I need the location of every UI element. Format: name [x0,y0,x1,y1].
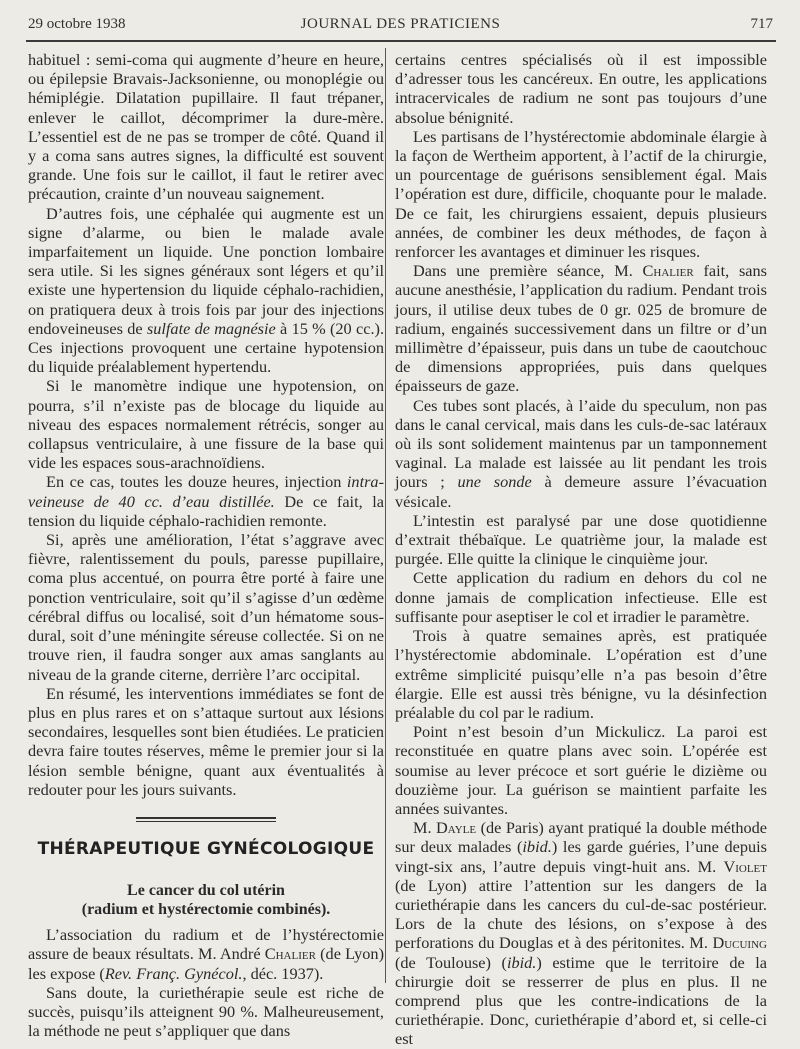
page-number: 717 [750,16,773,32]
paragraph: En ce cas, toutes les douze heures, injection intra-veineuse de 40 cc. d’eau distillée. De ce fait, la tension du liquide céphalo-rachidien remonte. [28,472,384,530]
column-divider [385,48,386,983]
paragraph: Cette application du radium en dehors du col ne donne jamais de complication infectieuse. Elle est suffisante pour aseptiser le col et irradier le paramètre. [395,568,767,626]
paragraph: certains centres spécialisés où il est impossible d’adresser tous les cancéreux. En outre, les applications intracervicales de radium ne sont pas toujours d’une absolue bénignité. [395,50,767,127]
right-column [395,50,767,1049]
paragraph: Trois à quatre semaines après, est pratiquée l’hystérectomie abdominale. L’opération est d’une extrême simplicité puisqu’elle n’a pas besoin d’être élargie. Elle est aussi très bénigne, vu la désinfection préalable du col par le radium. [395,626,767,722]
paragraph: Si le manomètre indique une hypotension, on pourra, s’il n’existe pas de blocage du liquide au niveau des espaces normalement rétrécis, songer au collapsus ventriculaire, à une fissure de la base qui vide les espaces sous-arachnoïdiens. [28,376,384,473]
article-title-line: Le cancer du col utérin [127,882,285,900]
paragraph: Sans doute, la curiethérapie seule est riche de succès, puisqu’ils atteignent 90 %. Malheureusement, la méthode ne peut s’appliquer que dans [28,982,384,1041]
left-column [28,50,384,1040]
section-separator [136,817,276,822]
section-title: THÉRAPEUTIQUE GYNÉCOLOGIQUE [37,838,375,859]
paragraph: Ces tubes sont placés, à l’aide du speculum, non pas dans le canal cervical, mais dans les culs-de-sac latéraux où ils sont solidement maintenus par un tamponnement vaginal. La malade est laissée au lit pendant les trois jours ; une sonde à demeure assure l’évacuation vésicale. [395,395,768,511]
paragraph: M. Dayle (de Paris) ayant pratiqué la double méthode sur deux malades (ibid.) les garde guéries, l’une depuis vingt-six ans, l’autre depuis vingt-huit ans. M. Violet (de Lyon) attire l’attention sur les dangers de la curiethérapie dans les cancers du cul-de-sac postérieur. Lors de la chute des lésions, on s’expose à des perforations du Douglas et à des péritonites. M. Ducuing (de Toulouse) (ibid.) estime que le territoire de la chirurgie doit se resserrer de plus en plus. Il ne comprend plus que les contre-indications de la curiethérapie. Donc, curiethérapie d’abord et, si celle-ci est [395,818,768,1049]
page-header [28,14,773,38]
paragraph: habituel : semi-coma qui augmente d’heure en heure, ou épilepsie Bravais-Jacksonienne, ou monoplégie ou hémiplégie. Dilatation pupillaire. Il faut trépaner, enlever le caillot, décomprimer la dure-mère. L’essentiel est de ne pas se tromper de côté. Quand il y a coma sans autres signes, la difficulté est souvent grande. Une fois sur le caillot, il faut le retirer avec précaution, crainte d’un nouveau saignement. [28,50,384,204]
paragraph: Les partisans de l’hystérectomie abdominale élargie à la façon de Wertheim apportent, à l’actif de la chirurgie, un pourcentage de guérisons sensiblement égal. Mais l’opération est dure, difficile, choquante pour le malade. De ce fait, les chirurgiens essaient, depuis plusieurs années, de combiner les deux méthodes, de façon à renforcer les avantages et diminuer les risques. [395,126,767,262]
issue-date: 29 octobre 1938 [28,16,126,32]
paragraph: Si, après une amélioration, l’état s’aggrave avec fièvre, ralentissement du pouls, paresse pupillaire, coma plus accentué, on pourra être porté à faire une ponction ventriculaire, soit qu’il s’agisse d’un œdème cérébral diffus ou localisé, soit d’un hématome sous-dural, soit d’une méningite séreuse collectée. Si on ne trouve rien, il faudra songer aux amas sanglants au niveau de la grande citerne, derrière l’arc occipital. [28,530,384,684]
article-subtitle-line: (radium et hystérectomie combinés). [81,901,331,919]
paragraph: Point n’est besoin d’un Mickulicz. La paroi est reconstituée en quatre plans avec soin. L’opérée est soumise au lever précoce et sort guérie le dizième ou douzième jour. La guérison se maintient parfaite les années suivantes. [395,722,767,818]
paragraph: L’association du radium et de l’hystérectomie assure de beaux résultats. M. André Chalier (de Lyon) les expose (Rev. Franç. Gynécol., déc. 1937). [28,925,384,983]
journal-title: JOURNAL DES PRATICIENS [300,16,501,32]
paragraph: L’intestin est paralysé par une dose quotidienne d’extrait thébaïque. Le quatrième jour, la malade est purgée. Elle quitte la clinique le cinquième jour. [395,510,767,569]
paragraph: Dans une première séance, M. Chalier fait, sans aucune anesthésie, l’application du radium. Pendant trois jours, il utilise deux tubes de 0 gr. 025 de bromure de radium, engainés successivement dans un filtre or d’un millimètre d’épaisseur, puis dans un tube de caoutchouc de dimensions appropriées, puis dans quelques épaisseurs de gaze. [395,261,768,396]
header-rule [26,40,776,42]
paragraph: D’autres fois, une céphalée qui augmente est un signe d’alarme, ou bien le malade avale imparfaitement un liquide. Une ponction lombaire sera utile. Si les signes généraux sont légers et qu’il existe une hypertension du liquide céphalo-rachidien, on pratiquera deux à trois fois par jour des injections endoveineuses de sulfate de magnésie à 15 % (20 cc.). Ces injections provoquent une certaine hypotension du liquide préalablement hypertendu. [28,203,385,377]
article-title [28,881,384,919]
paragraph: En résumé, les interventions immédiates se font de plus en plus rares et on s’attaque surtout aux lésions secondaires, lesquelles sont bien étudiées. Le praticien devra faire toutes réserves, même le premier jour si la lésion semble bénigne, quant aux éventualités à redouter pour les jours suivants. [28,683,384,799]
